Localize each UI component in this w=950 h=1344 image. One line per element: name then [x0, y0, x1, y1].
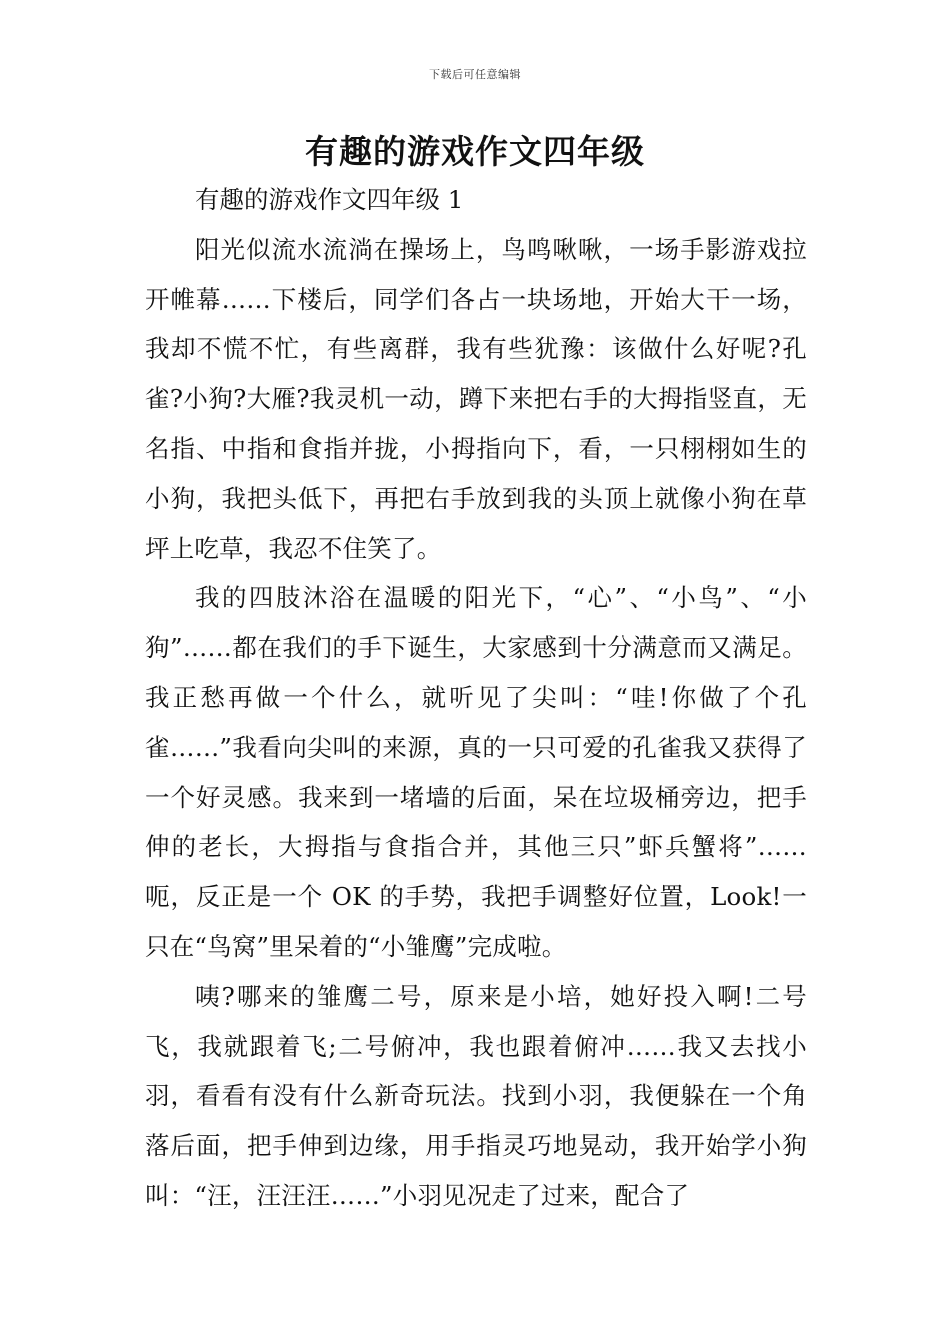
section-heading: 有趣的游戏作文四年级 1: [195, 185, 464, 214]
header-note: 下载后可任意编辑: [429, 68, 521, 81]
paragraph-3: 咦?哪来的雏鹰二号，原来是小培，她好投入啊!二号飞，我就跟着飞;二号俯冲，我也跟着俯冲……我又去找小羽，看看有没有什么新奇玩法。找到小羽，我便躲在一个角落后面，把手伸到边缘，用手指灵巧地晃动，我开始学小狗叫：“汪，汪汪汪……”小羽见况走了过来，配合了: [145, 981, 807, 1210]
paragraph-2: 我的四肢沐浴在温暖的阳光下，“心”、“小鸟”、“小狗”……都在我们的手下诞生，大家感到十分满意而又满足。我正愁再做一个什么，就听见了尖叫：“哇!你做了个孔雀……”我看向尖叫的来源，真的一只可爱的孔雀我又获得了一个好灵感。我来到一堵墙的后面，呆在垃圾桶旁边，把手伸的老长，大拇指与食指合并，其他三只”虾兵蟹将”……呃，反正是一个 OK 的手势，我把手调整好位置，Look!一只在“鸟窝”里呆着的“小雏鹰”完成啦。: [145, 583, 807, 961]
document-body: [145, 175, 807, 1221]
document-title: 有趣的游戏作文四年级: [305, 132, 645, 171]
paragraph-1: 阳光似流水流淌在操场上，鸟鸣啾啾，一场手影游戏拉开帷幕……下楼后，同学们各占一块场地，开始大干一场，我却不慌不忙，有些离群，我有些犹豫：该做什么好呢?孔雀?小狗?大雁?我灵机一动，蹲下来把右手的大拇指竖直，无名指、中指和食指并拢，小拇指向下，看，一只栩栩如生的小狗，我把头低下，再把右手放到我的头顶上就像小狗在草坪上吃草，我忍不住笑了。: [145, 234, 807, 563]
